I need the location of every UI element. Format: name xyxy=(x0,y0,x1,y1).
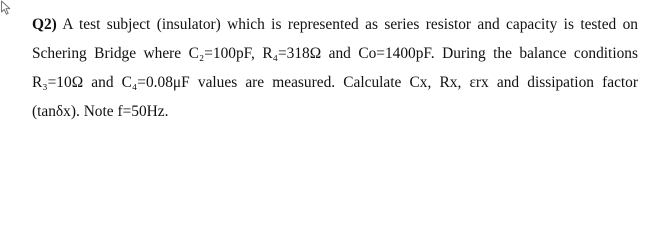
question-line-3: R₃=10Ω and C₄=0.08μF values are measured. Calculate Cx, Rx, εrx and dissipation factor xyxy=(32,74,638,91)
question-line-4: (tanδx). Note f=50Hz. xyxy=(32,103,169,120)
mouse-pointer-icon xyxy=(0,0,14,16)
question-number: Q2) xyxy=(32,16,57,33)
question-line-2: Schering Bridge where C₂=100pF, R₄=318Ω and Co=1400pF. During the balance conditions xyxy=(32,45,638,62)
question-text xyxy=(32,10,638,126)
question-line-1-text: A test subject (insulator) which is represented as series resistor and capacity is tested on xyxy=(62,16,638,33)
question-line-1 xyxy=(32,10,638,39)
